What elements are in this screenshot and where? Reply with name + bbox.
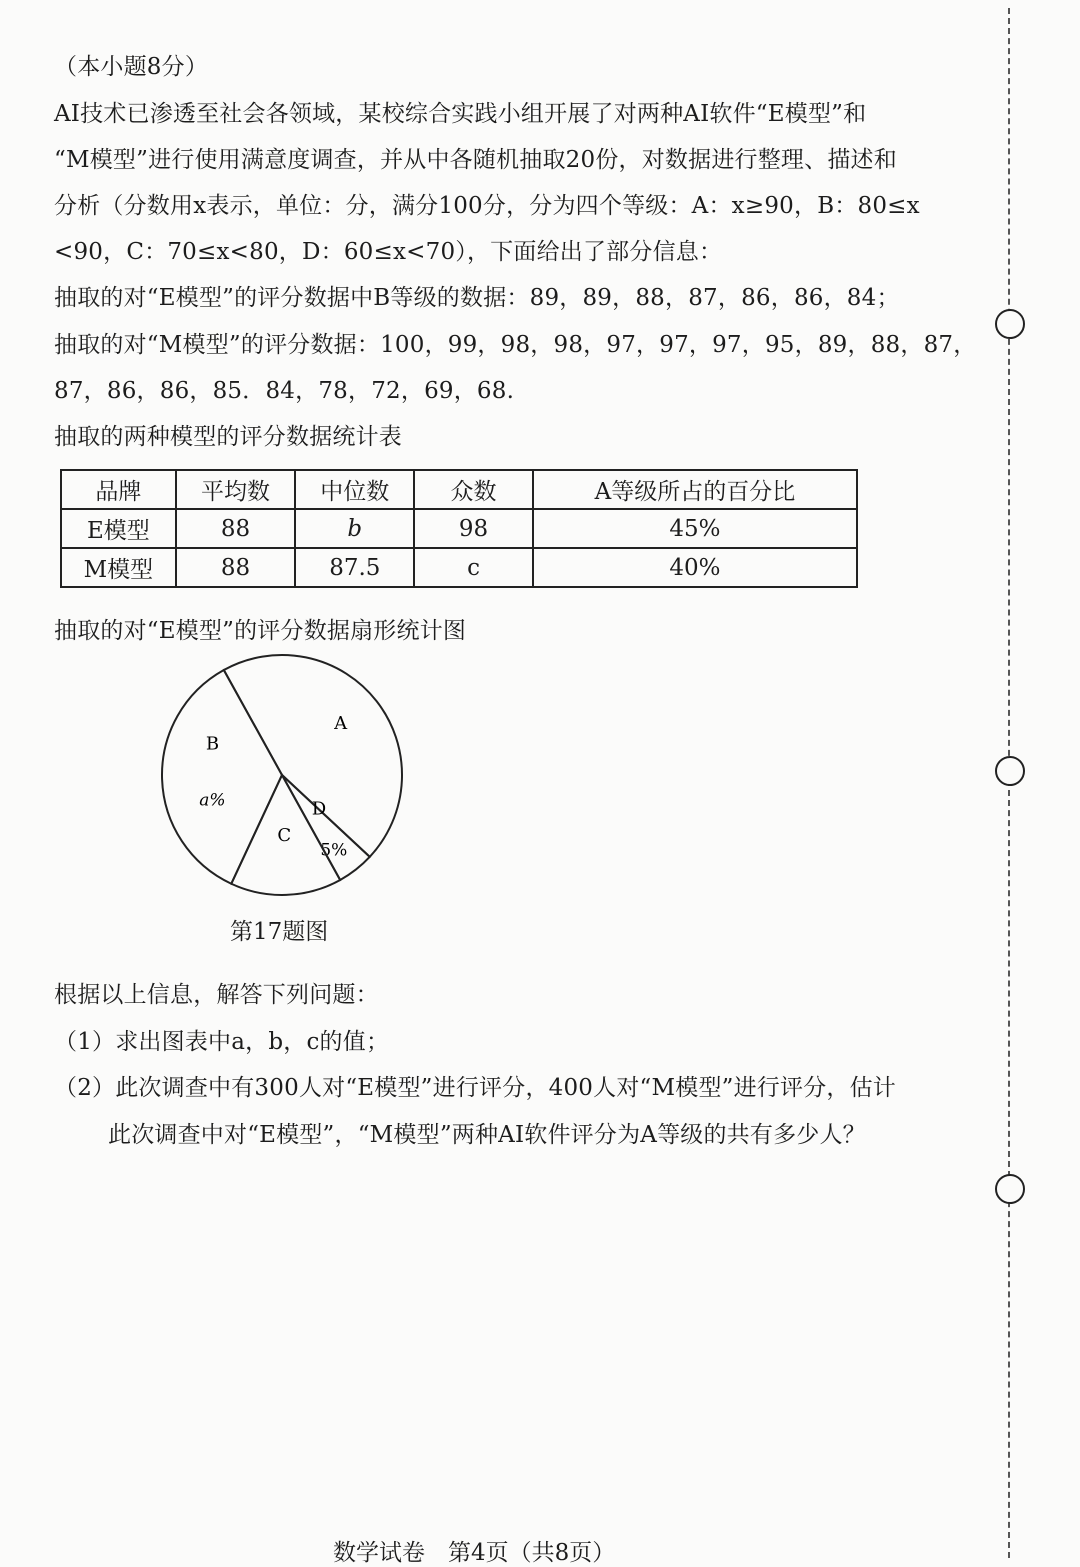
score-note: （本小题8分） bbox=[54, 54, 209, 80]
cell-mode: 98 bbox=[414, 509, 533, 548]
cell-brand: M模型 bbox=[61, 548, 176, 587]
question-1: （1）求出图表中a，b，c的值； bbox=[54, 1029, 390, 1055]
binding-hole-icon bbox=[995, 756, 1025, 786]
cell-a-percent: 45% bbox=[533, 509, 857, 548]
m-model-data-1: 抽取的对“M模型”的评分数据：100，99，98，98，97，97，97，95，89，88，87， bbox=[54, 332, 977, 358]
question-2-line-1: （2）此次调查中有300人对“E模型”进行评分，400人对“M模型”进行评分，估计 bbox=[54, 1075, 897, 1101]
table-title: 抽取的两种模型的评分数据统计表 bbox=[54, 424, 402, 450]
header-median: 中位数 bbox=[295, 470, 414, 509]
cell-mean: 88 bbox=[176, 548, 296, 587]
question-prompt: 根据以上信息，解答下列问题： bbox=[54, 982, 379, 1008]
header-mode: 众数 bbox=[414, 470, 533, 509]
cell-a-percent: 40% bbox=[533, 548, 857, 587]
header-brand: 品牌 bbox=[61, 470, 176, 509]
intro-line-1: AI技术已渗透至社会各领域，某校综合实践小组开展了对两种AI软件“E模型”和 bbox=[54, 101, 867, 127]
pie-value-b: a% bbox=[199, 790, 226, 811]
figure-caption: 第17题图 bbox=[230, 919, 329, 945]
pie-label-a: A bbox=[334, 713, 348, 735]
intro-line-4: <90，C：70≤x<80，D：60≤x<70），下面给出了部分信息： bbox=[54, 239, 723, 265]
e-model-data: 抽取的对“E模型”的评分数据中B等级的数据：89，89，88，87，86，86，84； bbox=[54, 285, 900, 311]
table-header-row bbox=[61, 470, 857, 509]
pie-label-b: B bbox=[205, 733, 220, 755]
header-a-percent: A等级所占的百分比 bbox=[533, 470, 857, 509]
pie-label-c: C bbox=[277, 824, 292, 846]
table-row bbox=[61, 509, 857, 548]
cell-median: b bbox=[295, 509, 414, 548]
pie-slice-b bbox=[162, 670, 282, 884]
statistics-table bbox=[60, 469, 858, 588]
m-model-data-2: 87，86，86，85．84，78，72，69，68. bbox=[54, 378, 515, 404]
binding-hole-icon bbox=[995, 309, 1025, 339]
binding-hole-icon bbox=[995, 1174, 1025, 1204]
cell-median: 87.5 bbox=[295, 548, 414, 587]
page-footer: 数学试卷 第4页（共8页） bbox=[333, 1540, 616, 1566]
question-2-line-2: 此次调查中对“E模型”，“M模型”两种AI软件评分为A等级的共有多少人？ bbox=[108, 1122, 866, 1148]
chart-title: 抽取的对“E模型”的评分数据扇形统计图 bbox=[54, 618, 467, 644]
cell-mean: 88 bbox=[176, 509, 296, 548]
pie-slice-d bbox=[282, 775, 370, 880]
pie-slice-a bbox=[224, 655, 402, 857]
intro-line-3: 分析（分数用x表示，单位：分，满分100分，分为四个等级：A：x≥90，B：80≤x bbox=[54, 193, 920, 219]
intro-line-2: “M模型”进行使用满意度调查，并从中各随机抽取20份，对数据进行整理、描述和 bbox=[54, 147, 897, 173]
cell-mode: c bbox=[414, 548, 533, 587]
header-mean: 平均数 bbox=[176, 470, 296, 509]
cell-brand: E模型 bbox=[61, 509, 176, 548]
table-row bbox=[61, 548, 857, 587]
pie-chart bbox=[150, 645, 415, 905]
pie-label-d: D bbox=[311, 798, 327, 820]
binding-margin bbox=[1000, 0, 1020, 1558]
pie-value-d: 5% bbox=[320, 840, 348, 861]
